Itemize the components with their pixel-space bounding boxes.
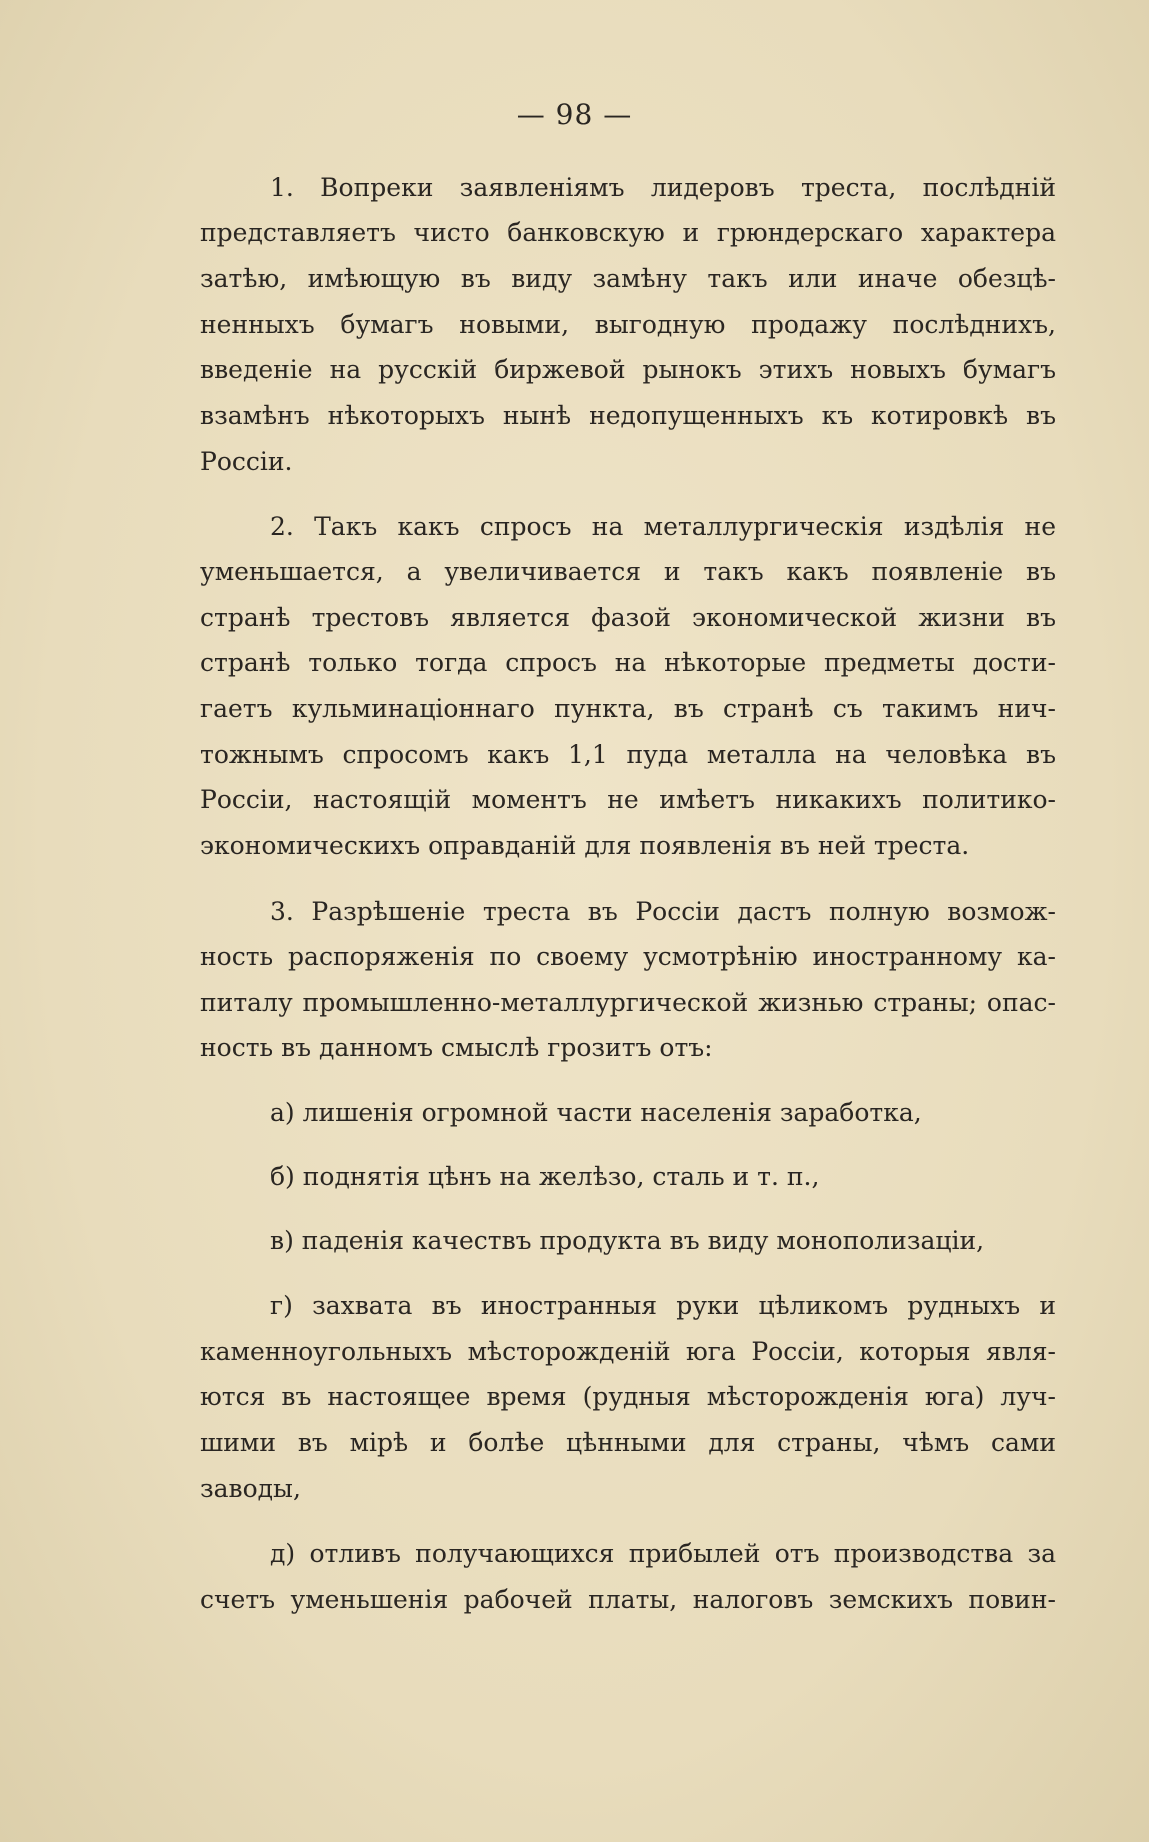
- text-line: уменьшается, а увеличивается и такъ какъ появленіе въ: [200, 557, 1056, 586]
- text-line: заводы,: [200, 1474, 301, 1503]
- text-line: Россіи, настоящій моментъ не имѣетъ никакихъ политико-: [200, 785, 1056, 814]
- text-line: 3. Разрѣшеніе треста въ Россіи дастъ полную возмож-: [270, 897, 1056, 926]
- page-number: — 98 —: [516, 98, 633, 131]
- text-line: странѣ только тогда спросъ на нѣкоторые предметы дости-: [200, 648, 1056, 677]
- text-line: ность въ данномъ смыслѣ грозитъ отъ:: [200, 1033, 713, 1062]
- list-item: д) отливъ получающихся прибылей отъ производства за: [270, 1539, 1056, 1568]
- text-line: ются въ настоящее время (рудныя мѣсторожденія юга) луч-: [200, 1382, 1056, 1411]
- list-item: г) захвата въ иностранныя руки цѣликомъ рудныхъ и: [270, 1291, 1056, 1320]
- text-line: введеніе на русскій биржевой рынокъ этихъ новыхъ бумагъ: [200, 355, 1056, 384]
- text-line: странѣ трестовъ является фазой экономической жизни въ: [200, 603, 1056, 632]
- list-item: в) паденія качествъ продукта въ виду монополизаціи,: [270, 1226, 985, 1255]
- text-line: счетъ уменьшенія рабочей платы, налоговъ земскихъ повин-: [200, 1585, 1056, 1614]
- text-line: Россіи.: [200, 447, 293, 476]
- text-line: питалу промышленно-металлургической жизнью страны; опас-: [200, 988, 1056, 1017]
- list-item: б) поднятія цѣнъ на желѣзо, сталь и т. п.,: [270, 1162, 820, 1191]
- text-line: тожнымъ спросомъ какъ 1,1 пуда металла на человѣка въ: [200, 740, 1056, 769]
- text-line: гаетъ кульминаціоннаго пункта, въ странѣ съ такимъ нич-: [200, 694, 1056, 723]
- text-line: ненныхъ бумагъ новыми, выгодную продажу послѣднихъ,: [200, 310, 1056, 339]
- text-line: 1. Вопреки заявленіямъ лидеровъ треста, послѣдній: [270, 173, 1056, 202]
- text-line: шими въ мірѣ и болѣе цѣнными для страны, чѣмъ сами: [200, 1428, 1056, 1457]
- text-line: представляетъ чисто банковскую и грюндерскаго характера: [200, 218, 1056, 247]
- text-line: затѣю, имѣющую въ виду замѣну такъ или иначе обезцѣ-: [200, 264, 1056, 293]
- text-line: ность распоряженія по своему усмотрѣнію иностранному ка-: [200, 942, 1056, 971]
- text-line: каменноугольныхъ мѣсторожденій юга Россіи, которыя явля-: [200, 1337, 1056, 1366]
- list-item: а) лишенія огромной части населенія заработка,: [270, 1098, 922, 1127]
- text-line: взамѣнъ нѣкоторыхъ нынѣ недопущенныхъ къ котировкѣ въ: [200, 401, 1056, 430]
- text-line: 2. Такъ какъ спросъ на металлургическія издѣлія не: [270, 512, 1056, 541]
- text-line: экономическихъ оправданій для появленія въ ней треста.: [200, 831, 970, 860]
